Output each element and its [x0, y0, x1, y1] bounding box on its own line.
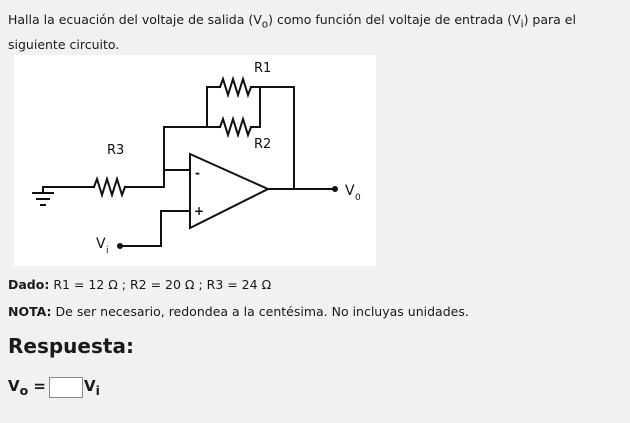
vi-label-sub: i: [106, 246, 109, 256]
vo-label: V: [345, 183, 355, 199]
answer-rhs-v: V: [84, 377, 96, 395]
note-text: De ser necesario, redondea a la centésima. No incluyas unidades.: [51, 304, 469, 319]
r1-label: R1: [254, 61, 272, 76]
given-text: R1 = 12 Ω ; R2 = 20 Ω ; R3 = 24 Ω: [49, 277, 272, 292]
given-values: [8, 276, 271, 294]
question-part-3: ) para el siguiente circuito.: [8, 12, 576, 52]
vi-label: V: [96, 236, 106, 252]
answer-lhs: [8, 377, 46, 398]
question-vi-subscript: i: [520, 18, 524, 31]
r3-resistor: [94, 179, 125, 195]
vi-terminal: [117, 243, 123, 249]
answer-heading: Respuesta:: [8, 334, 134, 358]
circuit-diagram: [14, 55, 376, 266]
note-label: NOTA:: [8, 304, 52, 319]
question-part-1: Halla la ecuación del voltaje de salida (V: [8, 12, 262, 27]
r1-resistor: [220, 79, 251, 95]
answer-lhs-sub: o: [19, 383, 29, 398]
vo-terminal: [332, 186, 338, 192]
given-label: Dado:: [8, 277, 50, 292]
vo-label-sub: 0: [355, 193, 361, 203]
answer-lhs-v: V: [8, 377, 20, 395]
question-vo-subscript: o: [261, 18, 269, 31]
minus-sign: -: [195, 166, 200, 180]
question-part-2: ) como función del voltaje de entrada (V: [268, 12, 521, 27]
circuit-svg: [14, 55, 376, 266]
answer-equation: [8, 368, 100, 398]
answer-equals: =: [28, 377, 46, 395]
question-text: [8, 10, 618, 55]
r2-label: R2: [254, 137, 272, 152]
plus-sign: +: [194, 204, 205, 218]
answer-input[interactable]: [49, 377, 83, 398]
r2-resistor: [220, 119, 251, 135]
answer-rhs: [84, 377, 100, 398]
r3-label: R3: [107, 143, 125, 158]
note: [8, 303, 469, 321]
answer-rhs-sub: i: [95, 383, 100, 398]
